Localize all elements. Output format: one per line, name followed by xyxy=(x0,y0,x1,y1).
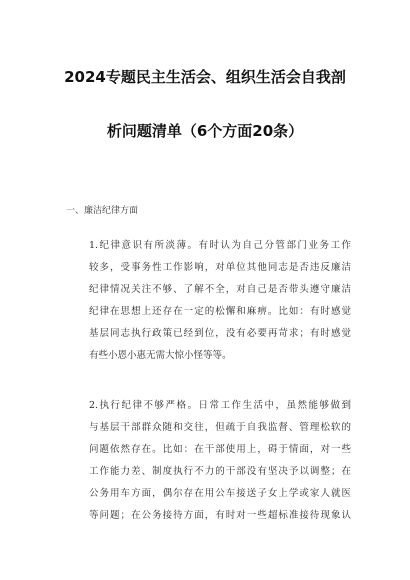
paragraph-2 xyxy=(89,395,351,527)
paragraph-line: 纪律情况关注不够、了解不全，对自己是否带头遵守廉洁 xyxy=(89,284,351,295)
document-title-line-2: 析问题清单（6个方面20条） xyxy=(106,122,304,140)
paragraph-line: 纪律在思想上还存在一定的松懈和麻痹。比如：有时感觉 xyxy=(89,306,351,317)
paragraph-line: 问题依然存在。比如：在干部使用上，碍于情面，对一些 xyxy=(89,444,351,455)
paragraph-1 xyxy=(89,235,351,367)
document-title-line-1: 2024专题民主生活会、组织生活会自我剖 xyxy=(64,68,346,86)
paragraph-line: 1.纪律意识有所淡薄。有时认为自己分管部门业务工作 xyxy=(89,240,351,251)
paragraph-line: 公务用车方面，偶尔存在用公车接送子女上学或家人就医 xyxy=(89,488,351,499)
paragraph-line: 较多，受事务性工作影响，对单位其他同志是否违反廉洁 xyxy=(89,262,351,273)
paragraph-line: 等问题；在公务接待方面，有时对一些超标准接待现象认 xyxy=(89,510,351,521)
section-heading: 一、廉洁纪律方面 xyxy=(66,206,139,216)
paragraph-line: 工作能力差、制度执行不力的干部没有坚决予以调整；在 xyxy=(89,466,351,477)
paragraph-line: 基层同志执行政策已经到位，没有必要再苛求；有时感觉 xyxy=(89,328,351,339)
paragraph-line: 与基层干部群众随和交往，但疏于自我监督、管理松软的 xyxy=(89,422,351,433)
paragraph-line: 2.执行纪律不够严格。日常工作生活中，虽然能够做到 xyxy=(89,400,351,411)
paragraph-line: 有些小恩小惠无需大惊小怪等等。 xyxy=(89,350,232,361)
